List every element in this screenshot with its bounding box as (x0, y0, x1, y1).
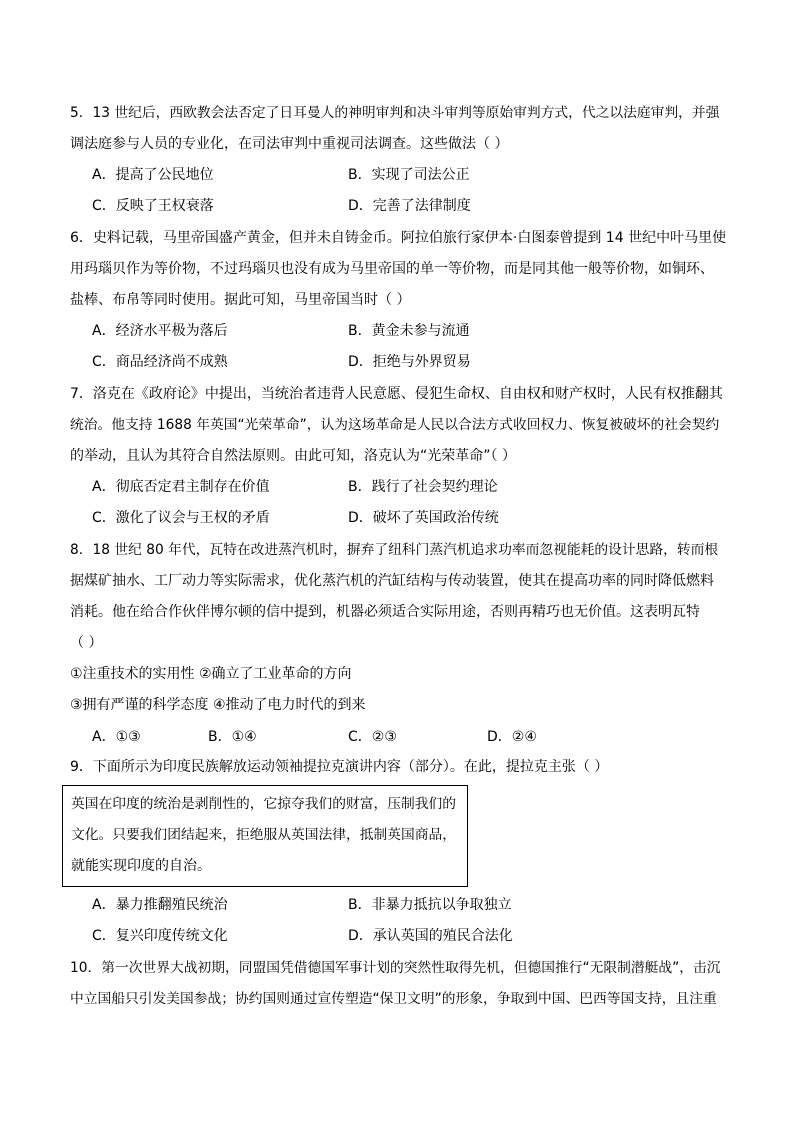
question-8-option-d[interactable]: D．②④ (487, 729, 537, 745)
question-7-option-a[interactable]: A．彻底否定君主制存在价值 (92, 479, 270, 495)
question-8-item-line-2: ③拥有严谨的科学态度 ④推动了电力时代的到来 (70, 697, 366, 713)
question-10-stem-line-1: 10．第一次世界大战初期，同盟国凭借德国军事计划的突然性取得先机，但德国推行“无限制潜艇战”，击沉 (70, 960, 721, 976)
question-9-stem-line-1: 9．下面所示为印度民族解放运动领袖提拉克演讲内容（部分）。在此，提拉克主张（ ） (70, 759, 609, 775)
question-9-option-a[interactable]: A．暴力推翻殖民统治 (92, 897, 228, 913)
question-6-option-c[interactable]: C．商品经济尚不成熟 (92, 354, 228, 370)
quote-line-2: 文化。只要我们团结起来，拒绝服从英国法律，抵制英国商品， (71, 827, 457, 843)
question-7-stem-line-1: 7．洛克在《政府论》中提出，当统治者违背人民意愿、侵犯生命权、自由权和财产权时，人民有权推翻其 (70, 386, 723, 402)
question-6-stem-line-2: 用玛瑙贝作为等价物，不过玛瑙贝也没有成为马里帝国的单一等价物，而是同其他一般等价物，如铜环、 (70, 261, 714, 277)
question-7-option-d[interactable]: D．破坏了英国政治传统 (348, 510, 499, 526)
question-6-stem-line-1: 6．史料记载，马里帝国盛产黄金，但并未自铸金币。阿拉伯旅行家伊本·白图泰曾提到 14 世纪中叶马里使 (70, 230, 727, 246)
question-5-option-c[interactable]: C．反映了王权衰落 (92, 198, 214, 214)
question-10-stem-line-2: 中立国船只引发美国参战；协约国则通过宣传塑造“保卫文明”的形象，争取到中国、巴西等国支持，且注重 (70, 991, 717, 1007)
question-7-stem-line-3: 的举动，且认为其符合自然法原则。由此可知，洛克认为“光荣革命”（ ） (70, 448, 516, 464)
question-7-option-b[interactable]: B．践行了社会契约理论 (348, 479, 498, 495)
question-8-option-a[interactable]: A．①③ (92, 729, 141, 745)
question-9-option-c[interactable]: C．复兴印度传统文化 (92, 928, 228, 944)
question-6-option-a[interactable]: A．经济水平极为落后 (92, 323, 228, 339)
question-5-option-a[interactable]: A．提高了公民地位 (92, 167, 214, 183)
question-6-stem-line-3: 盐棒、布帛等同时使用。据此可知，马里帝国当时（ ） (70, 292, 411, 308)
question-8-option-c[interactable]: C．②③ (348, 729, 397, 745)
question-9-quote-box (62, 785, 468, 887)
question-8-item-line-1: ①注重技术的实用性 ②确立了工业革命的方向 (70, 666, 352, 682)
question-8-stem-line-3: 消耗。他在给合作伙伴博尔顿的信中提到，机器必须适合实际用途，否则再精巧也无价值。这表明瓦特 (70, 604, 700, 620)
question-7-stem-line-2: 统治。他支持 1688 年英国“光荣革命”，认为这场革命是人民以合法方式收回权力、恢复被破坏的社会契约 (70, 417, 720, 433)
quote-line-3: 就能实现印度的自治。 (71, 858, 211, 874)
quote-line-1: 英国在印度的统治是剥削性的，它掠夺我们的财富，压制我们的 (71, 796, 457, 812)
question-8-stem-line-2: 据煤矿抽水、工厂动力等实际需求，优化蒸汽机的汽缸结构与传动装置，使其在提高功率的同时降低燃料 (70, 573, 714, 589)
question-6-option-b[interactable]: B．黄金未参与流通 (348, 323, 470, 339)
question-5-stem-line-2: 调法庭参与人员的专业化，在司法审判中重视司法调查。这些做法（ ） (70, 136, 509, 152)
question-9-option-d[interactable]: D．承认英国的殖民合法化 (348, 928, 513, 944)
question-5-option-b[interactable]: B．实现了司法公正 (348, 167, 470, 183)
question-8-stem-line-4: （ ） (70, 635, 103, 651)
question-8-stem-line-1: 8．18 世纪 80 年代，瓦特在改进蒸汽机时，摒弃了纽科门蒸汽机追求功率而忽视能耗的设计思路，转而根 (70, 542, 719, 558)
question-7-option-c[interactable]: C．激化了议会与王权的矛盾 (92, 510, 270, 526)
question-8-option-b[interactable]: B．①④ (208, 729, 257, 745)
question-9-option-b[interactable]: B．非暴力抵抗以争取独立 (348, 897, 512, 913)
question-5-option-d[interactable]: D．完善了法律制度 (348, 198, 471, 214)
question-5-stem-line-1: 5．13 世纪后，西欧教会法否定了日耳曼人的神明审判和决斗审判等原始审判方式，代之以法庭审判，并强 (70, 105, 720, 121)
question-6-option-d[interactable]: D．拒绝与外界贸易 (348, 354, 471, 370)
